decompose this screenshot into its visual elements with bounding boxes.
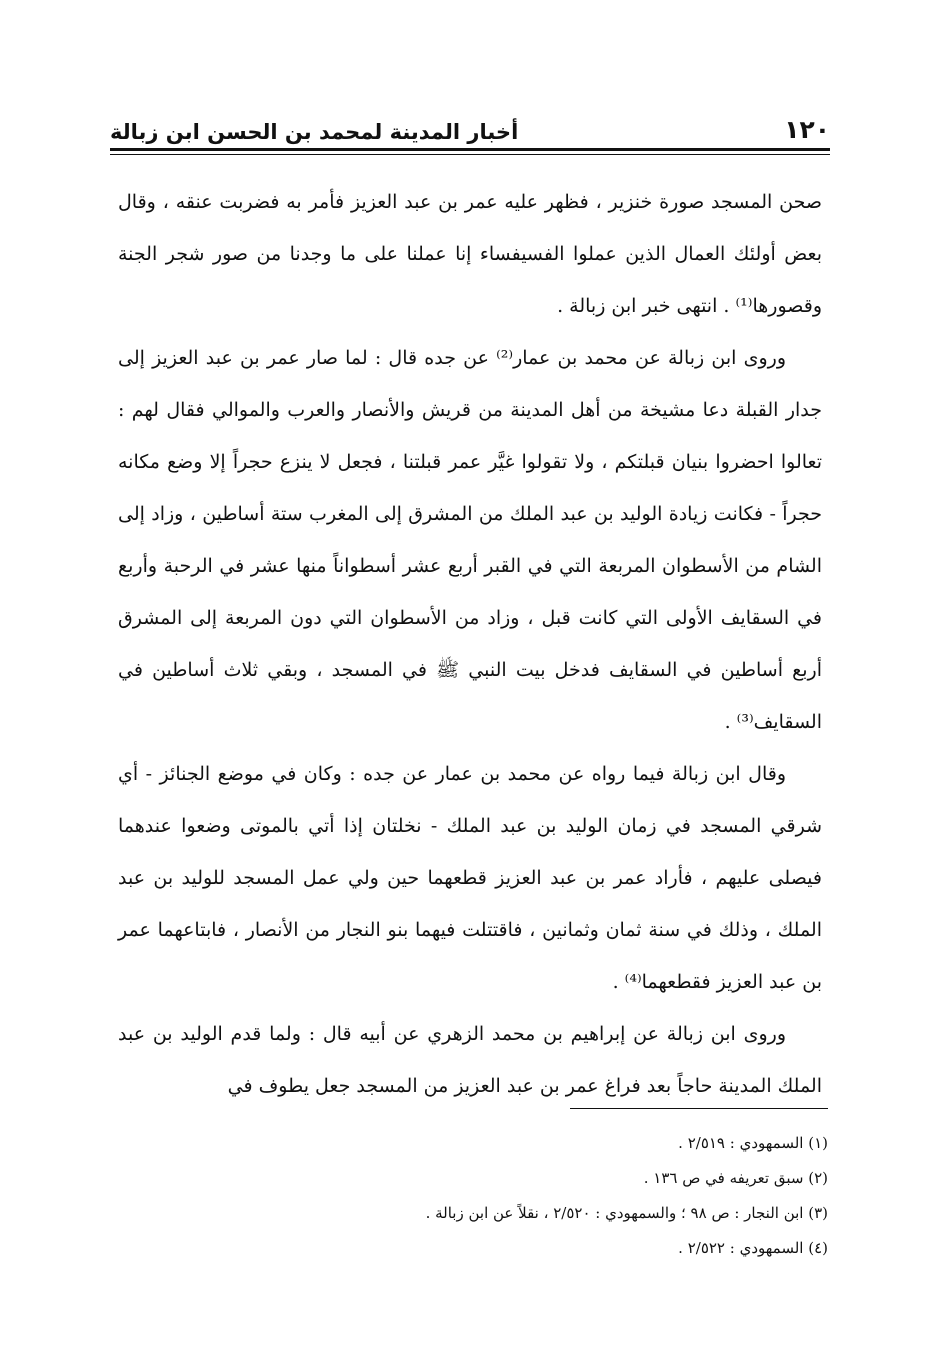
paragraph-4 bbox=[118, 1008, 822, 1112]
text-line: وروى ابن زبالة عن إبراهيم بن محمد الزهري عن أبيه قال : ولما قدم الوليد بن bbox=[152, 1023, 786, 1045]
text-line: الملك ، وذلك في سنة ثمان وثمانين ، فاقتتلت فيهما بنو النجار من الأنصار ، فابتاعهما bbox=[157, 919, 822, 941]
text-line: وقال ابن زبالة فيما رواه عن محمد بن عمار عن جده : وكان في موضع الجنائز - bbox=[145, 763, 786, 785]
text-line: تعالوا احضروا بنيان قبلتكم ، ولا تقولوا غيَّر عمر قبلتنا ، فجعل لا ينزع حجراً إلا وضع bbox=[167, 451, 822, 473]
footnote-1: (١) السمهودي : ٢/٥١٩ . bbox=[678, 1134, 828, 1152]
text-line: فيصلى عليهم ، فأراد عمر بن عبد العزيز قطعهما حين ولي عمل المسجد للوليد بن عبد bbox=[118, 867, 822, 889]
footnotes bbox=[200, 1126, 828, 1266]
header-rule-thin bbox=[110, 154, 830, 155]
text-line: وأربع في السقايف الأولى التي كانت قبل ، وزاد من الأسطوان التي دون المربعة إلى bbox=[118, 555, 822, 629]
main-text bbox=[118, 176, 822, 1112]
footnote-separator bbox=[570, 1108, 828, 1109]
text-line: أساطين في السقايف⁽³⁾ . bbox=[118, 659, 822, 733]
text-line: صحن المسجد صورة خنزير ، فظهر عليه عمر بن عبد العزيز فأمر به فضربت عنقه ، bbox=[162, 191, 822, 213]
paragraph-2 bbox=[118, 332, 822, 748]
header-rule-thick bbox=[110, 148, 830, 151]
footnote-4: (٤) السمهودي : ٢/٥٢٢ . bbox=[678, 1239, 828, 1257]
footnote-3: (٣) ابن النجار : ص ٩٨ ؛ والسمهودي : ٢/٥٢٠ ، نقلاً عن ابن زبالة . bbox=[425, 1204, 828, 1222]
paragraph-1 bbox=[118, 176, 822, 332]
text-line: مكانه حجراً - فكانت زيادة الوليد بن عبد الملك من المشرق إلى المغرب ستة أساطين ، bbox=[118, 451, 822, 525]
page-header bbox=[110, 108, 830, 144]
text-line: جدار القبلة دعا مشيخة من أهل المدينة من قريش والأنصار والعرب والموالي فقال لهم : bbox=[118, 399, 822, 421]
text-line: وقال بعض أولئك العمال الذين عملوا الفسيفساء إنا عملنا على ما وجدنا من صور bbox=[118, 191, 822, 265]
paragraph-3 bbox=[118, 748, 822, 1008]
running-title: أخبار المدينة لمحمد بن الحسن ابن زبالة bbox=[110, 120, 519, 144]
text-line: وزاد إلى الشام من الأسطوان المربعة التي في القبر أربع عشر أسطواناً منها عشر في الرحبة bbox=[118, 503, 822, 577]
text-line: شجر الجنة وقصورها⁽¹⁾ . انتهى خبر ابن زبالة . bbox=[118, 243, 822, 317]
text-line: عبد الملك المدينة حاجاً بعد فراغ عمر بن عبد العزيز من المسجد جعل يطوف في bbox=[118, 1023, 822, 1097]
footnote-2: (٢) سبق تعريفه في ص ١٣٦ . bbox=[643, 1169, 828, 1187]
text-line: عمر بن عبد العزيز فقطعهما⁽⁴⁾ . bbox=[118, 919, 822, 993]
text-line: أي شرقي المسجد في زمان الوليد بن عبد الملك - نخلتان إذا أتي بالموتى وضعوا عندهما bbox=[118, 763, 822, 837]
page-number: ١٢٠ bbox=[784, 115, 830, 144]
text-line: المشرق أربع أساطين في السقايف فدخل بيت النبي ﷺ في المسجد ، وبقي ثلاث bbox=[118, 607, 822, 681]
text-line: وروى ابن زبالة عن محمد بن عمار⁽²⁾ عن جده قال : لما صار عمر بن عبد العزيز إلى bbox=[118, 347, 787, 369]
